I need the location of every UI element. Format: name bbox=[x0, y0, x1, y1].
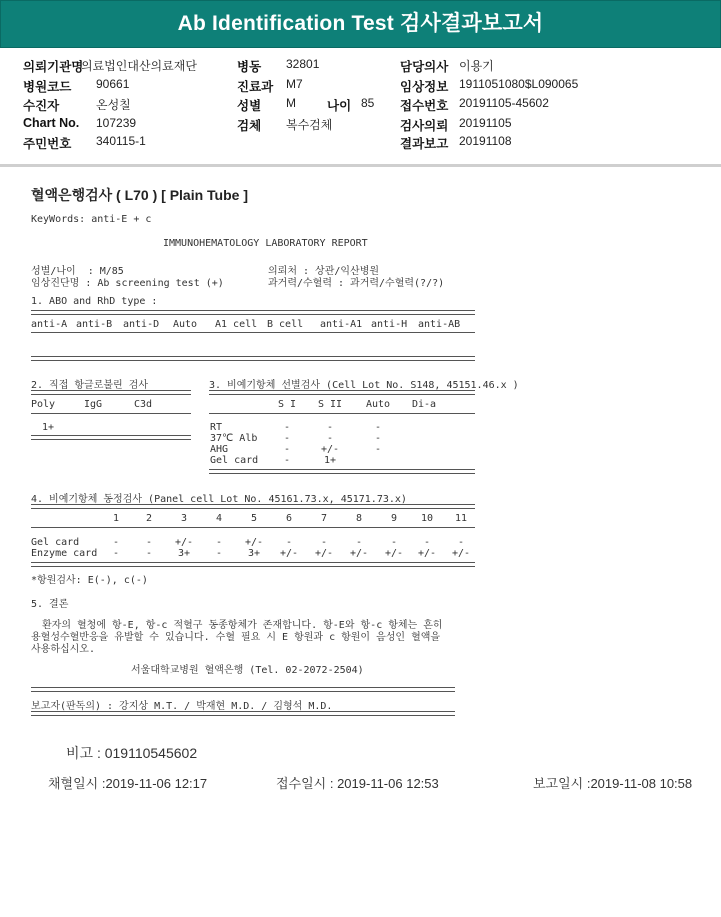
screen-cell: 1+ bbox=[323, 455, 337, 466]
panel-cell: +/- bbox=[244, 537, 264, 548]
screen-rule-bottom bbox=[209, 469, 475, 474]
panel-cell: +/- bbox=[279, 548, 299, 559]
panel-col: 2 bbox=[145, 513, 153, 524]
panel-cell: - bbox=[457, 537, 465, 548]
panel-col: 1 bbox=[112, 513, 120, 524]
screen-cell: - bbox=[374, 444, 382, 455]
screen-cell: - bbox=[283, 422, 291, 433]
screen-cell: +/- bbox=[320, 444, 340, 455]
screen-row-label: RT bbox=[210, 422, 223, 433]
sex-value: M bbox=[286, 96, 296, 110]
screen-row-label: AHG bbox=[210, 444, 229, 455]
sex-age-line: 성별/나이 : M/85 bbox=[31, 266, 124, 277]
panel-rule-top bbox=[31, 504, 475, 509]
received-datetime: 접수일시 : 2019-11-06 12:53 bbox=[276, 776, 439, 791]
receipt-no-label: 접수번호 bbox=[400, 99, 449, 113]
panel-cell: +/- bbox=[384, 548, 404, 559]
institution-label: 의뢰기관명 bbox=[23, 60, 84, 74]
ward-value: 32801 bbox=[286, 57, 320, 71]
dat-rule-top bbox=[31, 390, 191, 395]
panel-heading: 4. 비예기항체 동정검사 (Panel cell Lot No. 45161.73.x, 45171.73.x) bbox=[31, 494, 407, 505]
doctor-label: 담당의사 bbox=[400, 60, 449, 74]
abo-col-auto: Auto bbox=[173, 319, 198, 330]
blood-bank-contact: 서울대학교병원 혈액은행 (Tel. 02-2072-2504) bbox=[131, 665, 364, 676]
panel-col: 7 bbox=[320, 513, 328, 524]
abo-rule-mid bbox=[31, 332, 475, 333]
panel-cell: - bbox=[423, 537, 431, 548]
sex-label: 성별 bbox=[237, 99, 262, 113]
collected-datetime: 채혈일시 :2019-11-06 12:17 bbox=[48, 776, 208, 791]
dat-col-c3d: C3d bbox=[134, 399, 153, 410]
panel-cell: - bbox=[145, 548, 153, 559]
keywords: KeyWords: anti-E + c bbox=[31, 214, 152, 225]
report-date-value: 20191108 bbox=[459, 134, 512, 148]
panel-col: 10 bbox=[420, 513, 434, 524]
lab-report-image bbox=[0, 168, 721, 917]
panel-col: 9 bbox=[390, 513, 398, 524]
screen-col-auto: Auto bbox=[365, 399, 391, 410]
abo-col-anti-a: anti-A bbox=[31, 319, 68, 330]
report-date-label: 결과보고 bbox=[400, 137, 449, 151]
patient-info-header bbox=[0, 55, 721, 155]
referrer-line: 의뢰처 : 상관/익산병원 bbox=[268, 266, 380, 277]
dat-rule-mid bbox=[31, 413, 191, 414]
abo-rule-bottom bbox=[31, 356, 475, 361]
abo-col-a1-cell: A1 cell bbox=[215, 319, 258, 330]
abo-col-anti-b: anti-B bbox=[76, 319, 113, 330]
hospital-code-label: 병원코드 bbox=[23, 80, 72, 94]
request-date-value: 20191105 bbox=[459, 116, 512, 130]
chart-no-value: 107239 bbox=[96, 116, 137, 130]
panel-rule-mid bbox=[31, 527, 475, 528]
report-section-title: 혈액은행검사 ( L70 ) [ Plain Tube ] bbox=[31, 187, 249, 203]
patient-name-value: 온성칠 bbox=[96, 98, 131, 112]
age-value: 85 bbox=[361, 96, 375, 110]
dat-col-igg: IgG bbox=[84, 399, 103, 410]
screen-cell: - bbox=[326, 433, 334, 444]
reporter-rule-top bbox=[31, 687, 455, 692]
screen-rule-top bbox=[209, 390, 475, 395]
abo-col-anti-ab: anti-AB bbox=[418, 319, 461, 330]
abo-col-anti-a1: anti-A1 bbox=[320, 319, 363, 330]
panel-col: 11 bbox=[454, 513, 468, 524]
screen-cell: - bbox=[374, 422, 382, 433]
panel-cell: - bbox=[215, 537, 223, 548]
conclusion-heading: 5. 결론 bbox=[31, 599, 69, 610]
department-label: 진료과 bbox=[237, 80, 274, 94]
panel-col: 3 bbox=[180, 513, 188, 524]
panel-col: 5 bbox=[250, 513, 258, 524]
header-divider bbox=[0, 164, 721, 167]
panel-cell: +/- bbox=[349, 548, 369, 559]
panel-cell: +/- bbox=[174, 537, 194, 548]
report-title: Ab Identification Test 검사결과보고서 bbox=[177, 12, 544, 35]
clinical-info-label: 임상정보 bbox=[400, 80, 449, 94]
screen-row-label: 37℃ Alb bbox=[210, 433, 258, 444]
request-date-label: 검사의뢰 bbox=[400, 119, 449, 133]
clinical-dx-line: 임상진단명 : Ab screening test (+) bbox=[31, 278, 224, 289]
patient-name-label: 수진자 bbox=[23, 99, 60, 113]
dat-col-poly: Poly bbox=[31, 399, 56, 410]
panel-cell: - bbox=[112, 548, 120, 559]
abo-heading: 1. ABO and RhD type : bbox=[31, 296, 158, 307]
resident-no-value: 340115-1 bbox=[96, 134, 146, 148]
panel-cell: - bbox=[320, 537, 328, 548]
antigen-test: *항원검사: E(-), c(-) bbox=[31, 575, 148, 586]
panel-row-label: Enzyme card bbox=[31, 548, 98, 559]
panel-cell: - bbox=[112, 537, 120, 548]
screen-col-dia: Di-a bbox=[411, 399, 437, 410]
panel-row-label: Gel card bbox=[31, 537, 80, 548]
panel-cell: - bbox=[145, 537, 153, 548]
panel-cell: +/- bbox=[417, 548, 437, 559]
panel-cell: - bbox=[355, 537, 363, 548]
dat-rule-bottom bbox=[31, 435, 191, 440]
screen-row-label: Gel card bbox=[210, 455, 259, 466]
age-label: 나이 bbox=[327, 99, 352, 113]
screen-cell: - bbox=[283, 444, 291, 455]
panel-col: 4 bbox=[215, 513, 223, 524]
specimen-label: 검체 bbox=[237, 119, 262, 133]
panel-rule-bottom bbox=[31, 562, 475, 567]
panel-col: 6 bbox=[285, 513, 293, 524]
screen-col-s2: S II bbox=[317, 399, 343, 410]
abo-col-b-cell: B cell bbox=[267, 319, 304, 330]
panel-cell: +/- bbox=[314, 548, 334, 559]
department-value: M7 bbox=[286, 77, 303, 91]
lab-report-heading: IMMUNOHEMATOLOGY LABORATORY REPORT bbox=[163, 238, 368, 249]
ward-label: 병동 bbox=[237, 60, 262, 74]
receipt-no-value: 20191105-45602 bbox=[459, 96, 549, 110]
screen-cell: - bbox=[326, 422, 334, 433]
panel-cell: - bbox=[390, 537, 398, 548]
abo-col-anti-d: anti-D bbox=[123, 319, 160, 330]
conclusion-line: 사용하십시오. bbox=[31, 644, 95, 655]
panel-col: 8 bbox=[355, 513, 363, 524]
conclusion-line: 용혈성수혈반응을 유발할 수 있습니다. 수혈 필요 시 E 항원과 c 항원이 음성인 혈액을 bbox=[31, 632, 441, 643]
panel-cell: +/- bbox=[451, 548, 471, 559]
clinical-info-value: 1911051080$L090065 bbox=[459, 77, 579, 91]
panel-cell: - bbox=[285, 537, 293, 548]
reporter-rule-bottom bbox=[31, 711, 455, 716]
dat-heading: 2. 직접 항글로불린 검사 bbox=[31, 380, 149, 391]
abo-col-anti-h: anti-H bbox=[371, 319, 408, 330]
conclusion-line: 환자의 혈청에 항-E, 항-c 적혈구 동종항체가 존재합니다. 항-E와 항-c 항체는 흔히 bbox=[42, 620, 443, 631]
title-bar bbox=[0, 0, 721, 48]
transfusion-history-line: 과거력/수혈력 : 과거력/수혈력(?/?) bbox=[268, 278, 445, 289]
specimen-value: 복수검체 bbox=[286, 118, 333, 132]
reported-datetime: 보고일시 :2019-11-08 10:58 bbox=[533, 776, 693, 791]
reporter-line: 보고자(판독의) : 강지상 M.T. / 박재현 M.D. / 김형석 M.D. bbox=[31, 701, 333, 712]
screen-rule-mid bbox=[209, 413, 475, 414]
doctor-value: 이용기 bbox=[459, 59, 494, 73]
hospital-code-value: 90661 bbox=[96, 77, 130, 91]
screen-cell: - bbox=[374, 433, 382, 444]
dat-poly-value: 1+ bbox=[42, 422, 55, 433]
panel-cell: 3+ bbox=[247, 548, 261, 559]
institution-value: 의료법인대산의료재단 bbox=[81, 59, 197, 73]
remarks: 비고 : 019110545602 bbox=[66, 745, 198, 761]
resident-no-label: 주민번호 bbox=[23, 137, 72, 151]
screen-heading: 3. 비예기항체 선별검사 (Cell Lot No. S148, 45151.46.x ) bbox=[209, 380, 519, 391]
abo-rule-top bbox=[31, 310, 475, 315]
screen-col-s1: S I bbox=[277, 399, 297, 410]
screen-cell: - bbox=[283, 455, 291, 466]
chart-no-label: Chart No. bbox=[23, 116, 80, 130]
screen-cell: - bbox=[283, 433, 291, 444]
panel-cell: - bbox=[215, 548, 223, 559]
panel-cell: 3+ bbox=[177, 548, 191, 559]
